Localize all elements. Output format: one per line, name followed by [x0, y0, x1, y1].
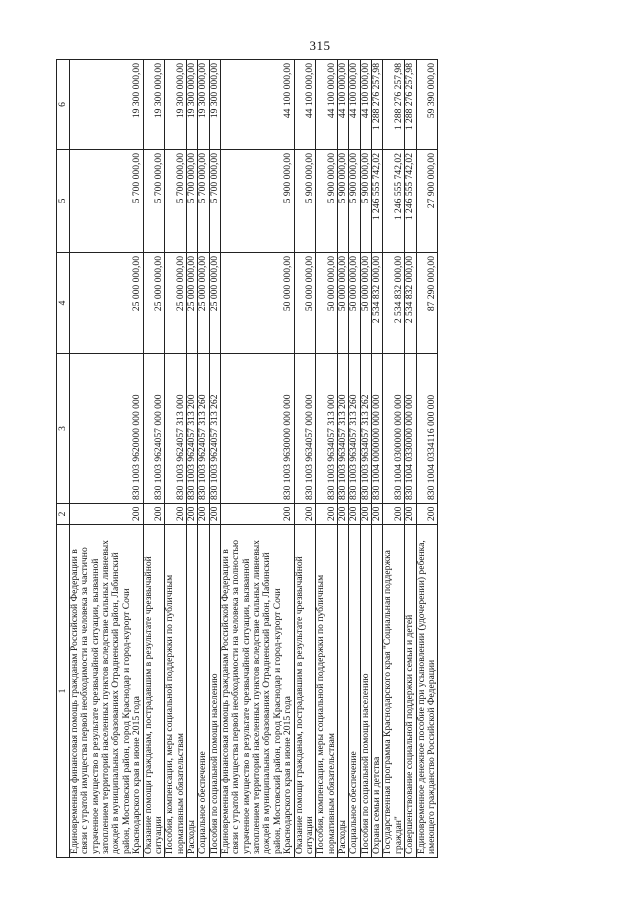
header-col-4: 4 [57, 253, 70, 354]
table-row [360, 60, 371, 858]
row-col-5: 5 900 000,00 [349, 150, 360, 253]
row-col-2: 200 [186, 504, 197, 525]
row-name: Государственная программа Краснодарского края "Социальная поддержка граждан" [383, 525, 405, 858]
row-code: 830 1003 9624057 313 262 [209, 354, 220, 504]
row-col-5: 5 700 000,00 [209, 150, 220, 253]
row-code: 830 1004 0334116 000 000 [416, 354, 438, 504]
table-row [372, 60, 383, 858]
row-col-2: 200 [337, 504, 348, 525]
row-col-2: 200 [294, 504, 316, 525]
row-code: 830 1003 9620000 000 000 [70, 354, 144, 504]
table-row [337, 60, 348, 858]
table-row [294, 60, 316, 858]
row-col-4: 25 000 000,00 [186, 253, 197, 354]
row-col-6: 44 100 000,00 [360, 60, 371, 150]
row-col-5: 5 700 000,00 [186, 150, 197, 253]
row-col-6: 1 288 276 257,98 [383, 60, 405, 150]
table-row [316, 60, 338, 858]
table-row [383, 60, 405, 858]
row-name: Социальное обеспечение [198, 525, 209, 858]
row-col-5: 1 246 555 742,02 [383, 150, 405, 253]
row-name: Единовременная финансовая помощь гражданам Российской Федерации в связи с утратой имущества первой необходимости на человека за полностью утраченное имущество в результате чрезвычайной ситуации, вызванной затоплением территорий населенных пунктов вследствие сильных ливневых дождей в муниципальных образованиях Отрадненский район, Лабинский район, Мостовский район, город Краснодар и город-курорт Сочи Краснодарского края в июне 2015 года [221, 525, 295, 858]
row-col-6: 19 300 000,00 [209, 60, 220, 150]
row-col-4: 50 000 000,00 [294, 253, 316, 354]
row-name: Единовременное денежное пособие при усыновлении (удочерении) ребенка, имеющего гражданство Российской Федерации [416, 525, 438, 858]
row-col-2: 200 [372, 504, 383, 525]
row-name: Пособия, компенсации, меры социальной поддержки по публичным нормативным обязательствам [316, 525, 338, 858]
row-col-2: 200 [143, 504, 165, 525]
row-code: 830 1003 9624057 313 000 [165, 354, 187, 504]
row-col-5: 5 700 000,00 [198, 150, 209, 253]
row-code: 830 1003 9624057 313 260 [198, 354, 209, 504]
row-col-2: 200 [360, 504, 371, 525]
row-code: 830 1003 9624057 313 200 [186, 354, 197, 504]
row-col-2: 200 [383, 504, 405, 525]
row-name: Охрана семьи и детства [372, 525, 383, 858]
header-col-6: 6 [57, 60, 70, 150]
table-row [416, 60, 438, 858]
header-col-2: 2 [57, 504, 70, 525]
row-col-5: 5 900 000,00 [316, 150, 338, 253]
row-code: 830 1003 9634057 313 000 [316, 354, 338, 504]
table-row [221, 60, 295, 858]
row-col-4: 25 000 000,00 [165, 253, 187, 354]
row-col-6: 44 100 000,00 [349, 60, 360, 150]
row-code: 830 1003 9624057 000 000 [143, 354, 165, 504]
table-body [70, 60, 438, 858]
row-col-4: 50 000 000,00 [360, 253, 371, 354]
row-col-6: 44 100 000,00 [221, 60, 295, 150]
row-code: 830 1003 9634057 313 260 [349, 354, 360, 504]
row-col-6: 44 100 000,00 [316, 60, 338, 150]
row-name: Единовременная финансовая помощь гражданам Российской Федерации в связи с утратой имущества первой необходимости на человека за частично утраченное имущество в результате чрезвычайной ситуации, вызванной затоплением территорий населенных пунктов вследствие сильных ливневых дождей в муниципальных образованиях Отрадненский район, Лабинский район, Мостовский район, город Краснодар и город-курорт Сочи Краснодарского края в июне 2015 года [70, 525, 144, 858]
row-name: Пособия по социальной помощи населению [209, 525, 220, 858]
rotated-table-container [56, 60, 568, 858]
header-col-5: 5 [57, 150, 70, 253]
budget-table [56, 59, 438, 858]
page-number: 315 [309, 38, 331, 53]
row-code: 830 1004 0300000 000 000 [383, 354, 405, 504]
row-col-6: 44 100 000,00 [294, 60, 316, 150]
row-code: 830 1003 9634057 000 000 [294, 354, 316, 504]
row-col-6: 19 300 000,00 [198, 60, 209, 150]
row-col-6: 1 288 276 257,98 [405, 60, 416, 150]
row-col-2: 200 [405, 504, 416, 525]
row-col-4: 87 290 000,00 [416, 253, 438, 354]
row-col-4: 25 000 000,00 [70, 253, 144, 354]
row-col-4: 25 000 000,00 [143, 253, 165, 354]
row-col-4: 2 534 832 000,00 [405, 253, 416, 354]
table-row [186, 60, 197, 858]
row-col-5: 1 246 555 742,02 [372, 150, 383, 253]
row-name: Расходы [186, 525, 197, 858]
row-col-5: 5 900 000,00 [360, 150, 371, 253]
row-col-5: 5 700 000,00 [143, 150, 165, 253]
table-row [198, 60, 209, 858]
row-name: Оказание помощи гражданам, пострадавшим в результате чрезвычайной ситуации [143, 525, 165, 858]
header-col-1: 1 [57, 525, 70, 858]
table-row [143, 60, 165, 858]
row-col-4: 25 000 000,00 [209, 253, 220, 354]
row-col-6: 19 300 000,00 [186, 60, 197, 150]
table-header-row [57, 60, 70, 858]
row-col-6: 19 300 000,00 [70, 60, 144, 150]
row-col-2: 200 [221, 504, 295, 525]
row-code: 830 1004 0000000 000 000 [372, 354, 383, 504]
row-col-5: 5 900 000,00 [337, 150, 348, 253]
table-row [349, 60, 360, 858]
row-col-4: 50 000 000,00 [337, 253, 348, 354]
row-col-2: 200 [165, 504, 187, 525]
row-col-5: 1 246 555 742,02 [405, 150, 416, 253]
table-row [165, 60, 187, 858]
row-code: 830 1003 9630000 000 000 [221, 354, 295, 504]
row-col-6: 19 300 000,00 [165, 60, 187, 150]
header-col-3: 3 [57, 354, 70, 504]
table-row [405, 60, 416, 858]
row-col-4: 2 534 832 000,00 [372, 253, 383, 354]
row-col-4: 2 534 832 000,00 [383, 253, 405, 354]
row-name: Пособия, компенсации, меры социальной поддержки по публичным нормативным обязательствам [165, 525, 187, 858]
row-col-4: 50 000 000,00 [349, 253, 360, 354]
row-col-2: 200 [209, 504, 220, 525]
row-col-6: 19 300 000,00 [143, 60, 165, 150]
row-name: Расходы [337, 525, 348, 858]
row-col-6: 1 288 276 257,98 [372, 60, 383, 150]
row-code: 830 1004 0330000 000 000 [405, 354, 416, 504]
row-col-6: 44 100 000,00 [337, 60, 348, 150]
row-name: Совершенствование социальной поддержки семьи и детей [405, 525, 416, 858]
row-col-4: 50 000 000,00 [221, 253, 295, 354]
row-code: 830 1003 9634057 313 262 [360, 354, 371, 504]
rotated-table-frame [56, 60, 568, 858]
row-col-2: 200 [316, 504, 338, 525]
row-col-4: 25 000 000,00 [198, 253, 209, 354]
table-row [70, 60, 144, 858]
row-col-2: 200 [416, 504, 438, 525]
row-col-2: 200 [349, 504, 360, 525]
row-code: 830 1003 9634057 313 200 [337, 354, 348, 504]
row-name: Социальное обеспечение [349, 525, 360, 858]
row-col-5: 5 900 000,00 [294, 150, 316, 253]
row-col-5: 5 700 000,00 [165, 150, 187, 253]
row-col-5: 5 900 000,00 [221, 150, 295, 253]
row-col-2: 200 [70, 504, 144, 525]
row-col-5: 27 900 000,00 [416, 150, 438, 253]
row-col-6: 59 390 000,00 [416, 60, 438, 150]
row-col-5: 5 700 000,00 [70, 150, 144, 253]
table-row [209, 60, 220, 858]
row-col-2: 200 [198, 504, 209, 525]
row-name: Оказание помощи гражданам, пострадавшим в результате чрезвычайной ситуации [294, 525, 316, 858]
row-col-4: 50 000 000,00 [316, 253, 338, 354]
row-name: Пособия по социальной помощи населению [360, 525, 371, 858]
